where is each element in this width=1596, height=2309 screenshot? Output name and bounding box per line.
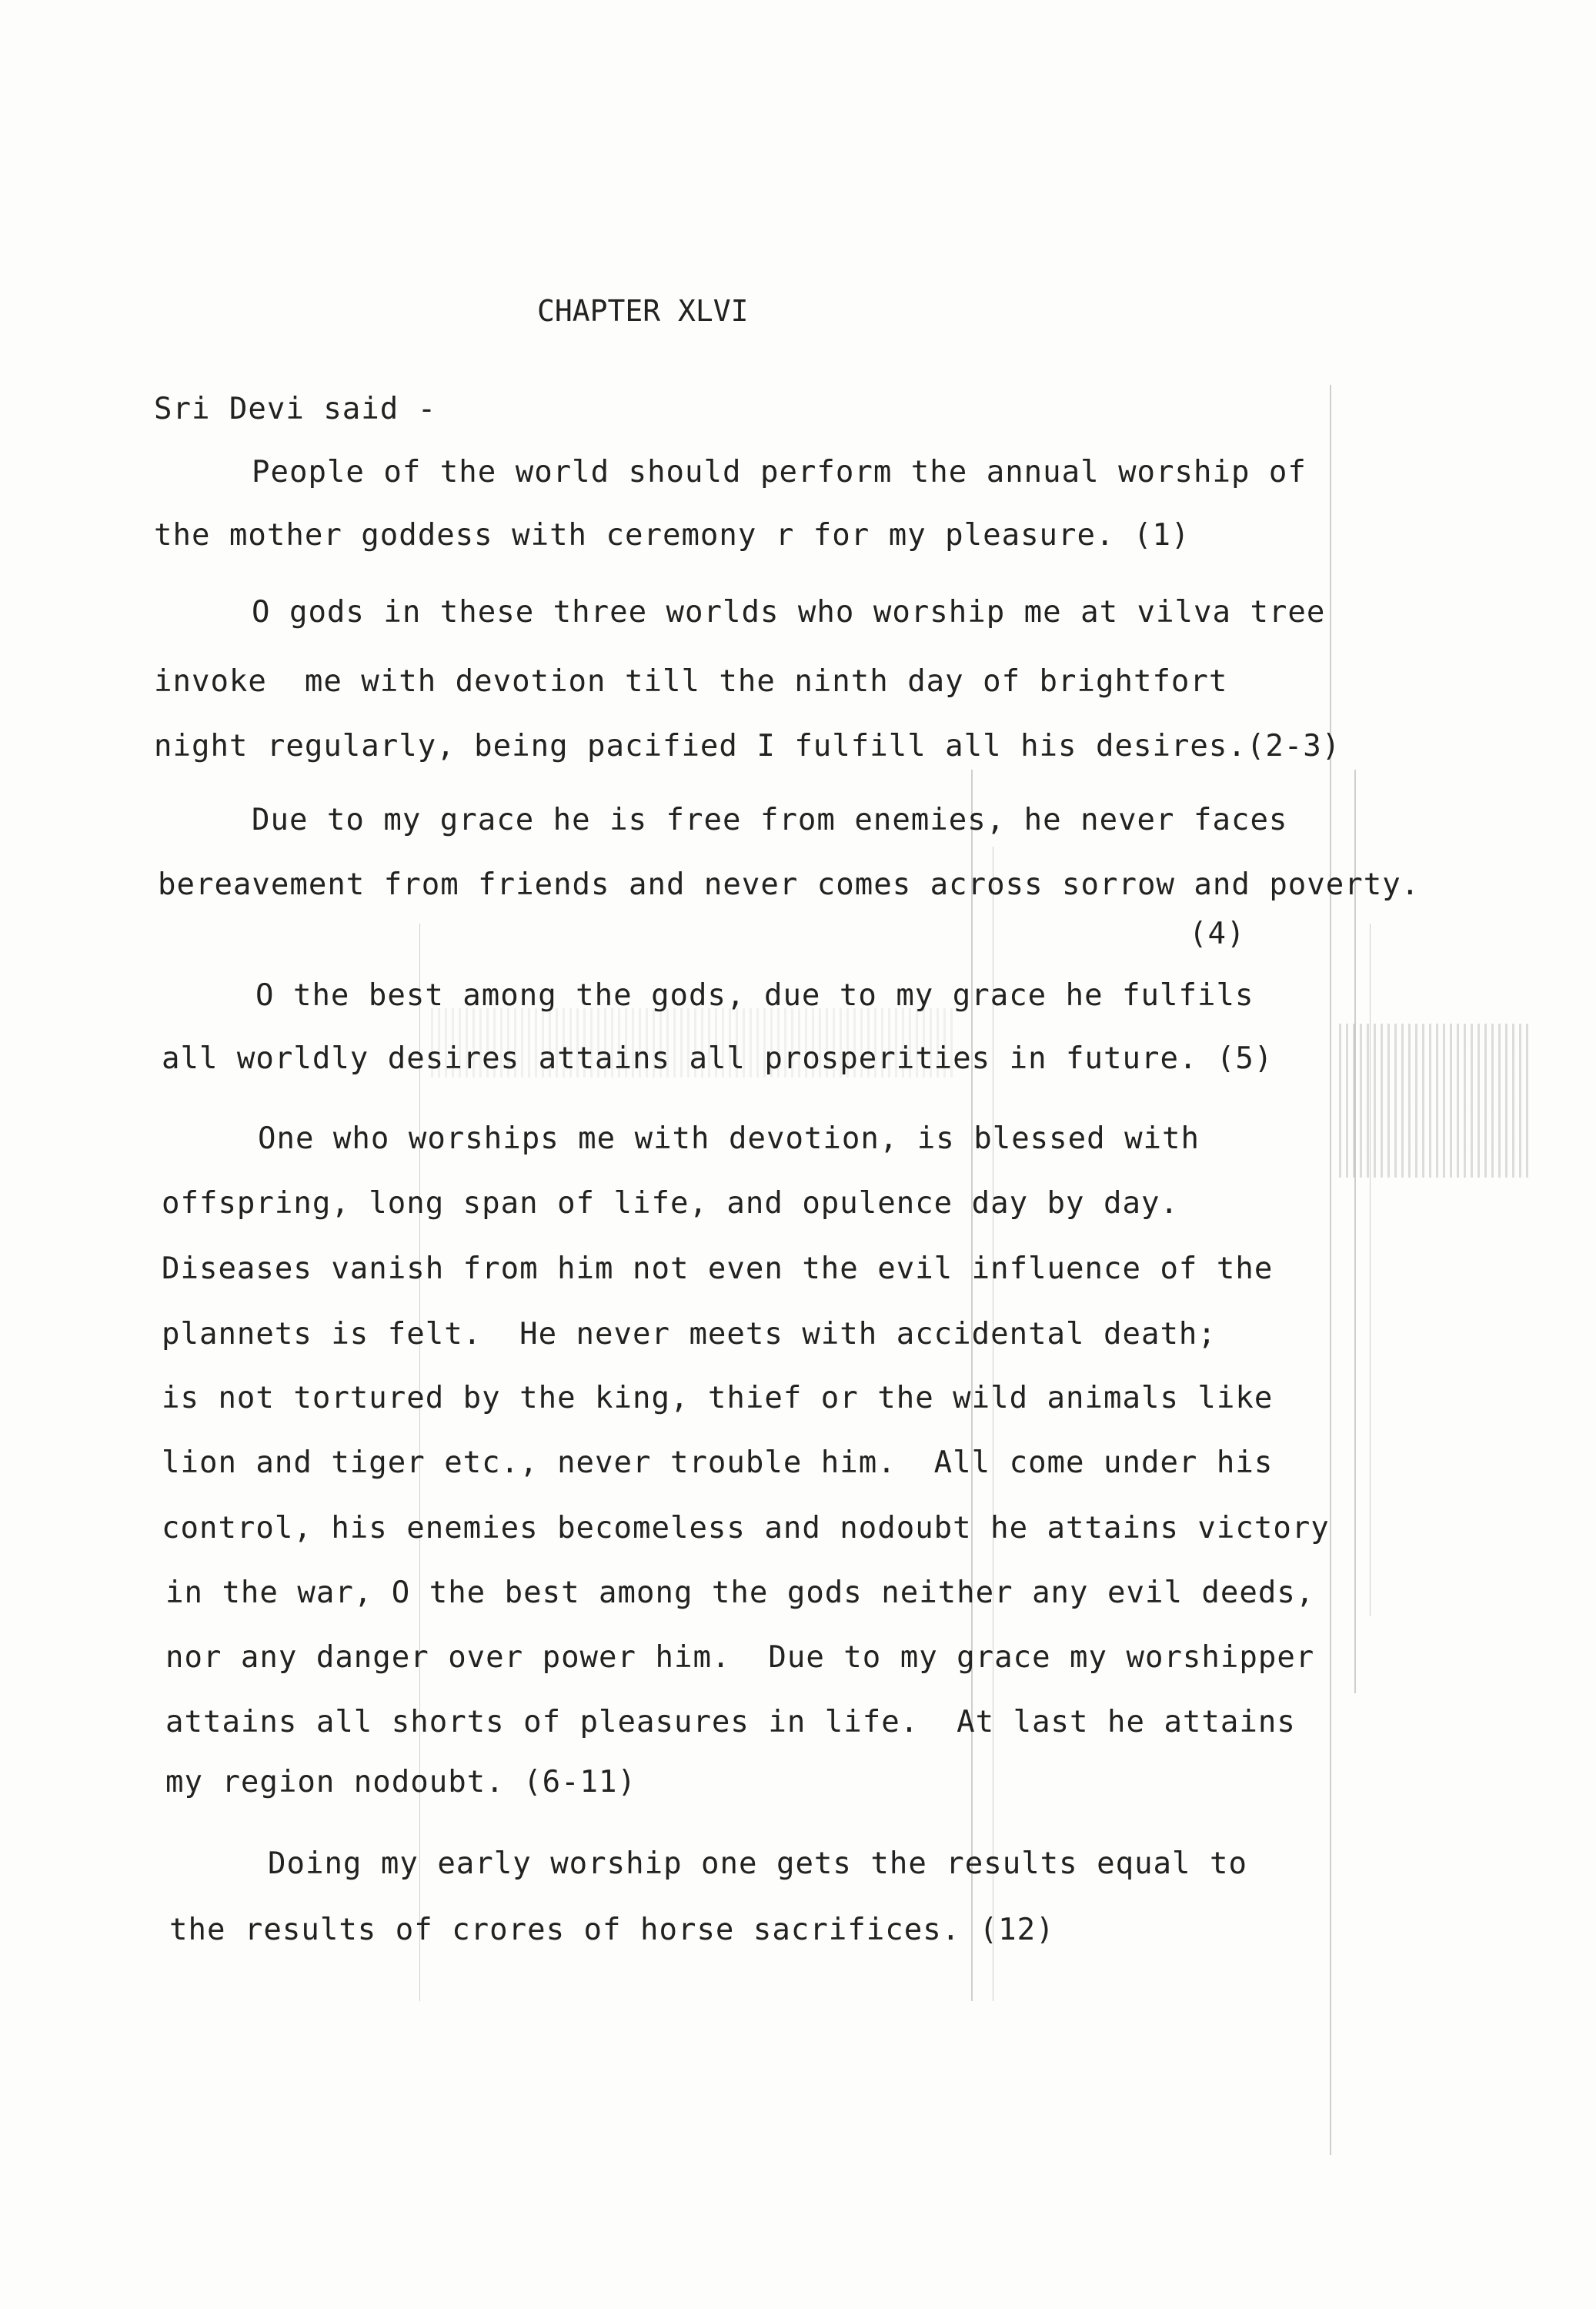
scan-streak-right-2 (1354, 770, 1356, 1693)
text-line: O the best among the gods, due to my grace he fulfils (255, 978, 1254, 1013)
text-line: offspring, long span of life, and opulence day by day. (162, 1186, 1179, 1221)
verse-number: (4) (1189, 917, 1246, 951)
scan-speckle-band (1339, 1024, 1531, 1178)
text-line: lion and tiger etc., never trouble him. All come under his (162, 1445, 1274, 1480)
speaker-line: Sri Devi said - (154, 392, 437, 426)
chapter-title: CHAPTER XLVI (537, 294, 749, 328)
text-line: all worldly desires attains all prosperities in future. (5) (162, 1041, 1274, 1076)
text-line: invoke me with devotion till the ninth day of brightfort (154, 664, 1228, 699)
text-line: People of the world should perform the annual worship of (252, 455, 1307, 490)
text-line: bereavement from friends and never comes across sorrow and poverty. (158, 867, 1421, 902)
text-line: Due to my grace he is free from enemies, he never faces (252, 803, 1288, 837)
text-line: in the war, O the best among the gods neither any evil deeds, (165, 1576, 1315, 1610)
text-line: my region nodoubt. (6-11) (165, 1765, 636, 1799)
text-line: O gods in these three worlds who worship me at vilva tree (252, 595, 1326, 630)
text-line: Diseases vanish from him not even the evil influence of the (162, 1251, 1274, 1286)
text-line: One who worships me with devotion, is blessed with (258, 1121, 1200, 1156)
text-line: night regularly, being pacified I fulfill all his desires.(2-3) (154, 729, 1341, 764)
text-line: the results of crores of horse sacrifices. (12) (169, 1913, 1055, 1947)
text-line: Doing my early worship one gets the results equal to (268, 1846, 1247, 1881)
text-line: the mother goddess with ceremony r for my pleasure. (1) (154, 518, 1190, 553)
scan-streak-right (1330, 385, 1331, 2155)
text-line: control, his enemies becomeless and nodoubt he attains victory (162, 1511, 1330, 1545)
text-line: is not tortured by the king, thief or the wild animals like (162, 1381, 1274, 1415)
text-line: nor any danger over power him. Due to my grace my worshipper (165, 1640, 1315, 1675)
text-line: plannets is felt. He never meets with accidental death; (162, 1317, 1217, 1352)
text-line: attains all shorts of pleasures in life. At last he attains (165, 1705, 1296, 1739)
